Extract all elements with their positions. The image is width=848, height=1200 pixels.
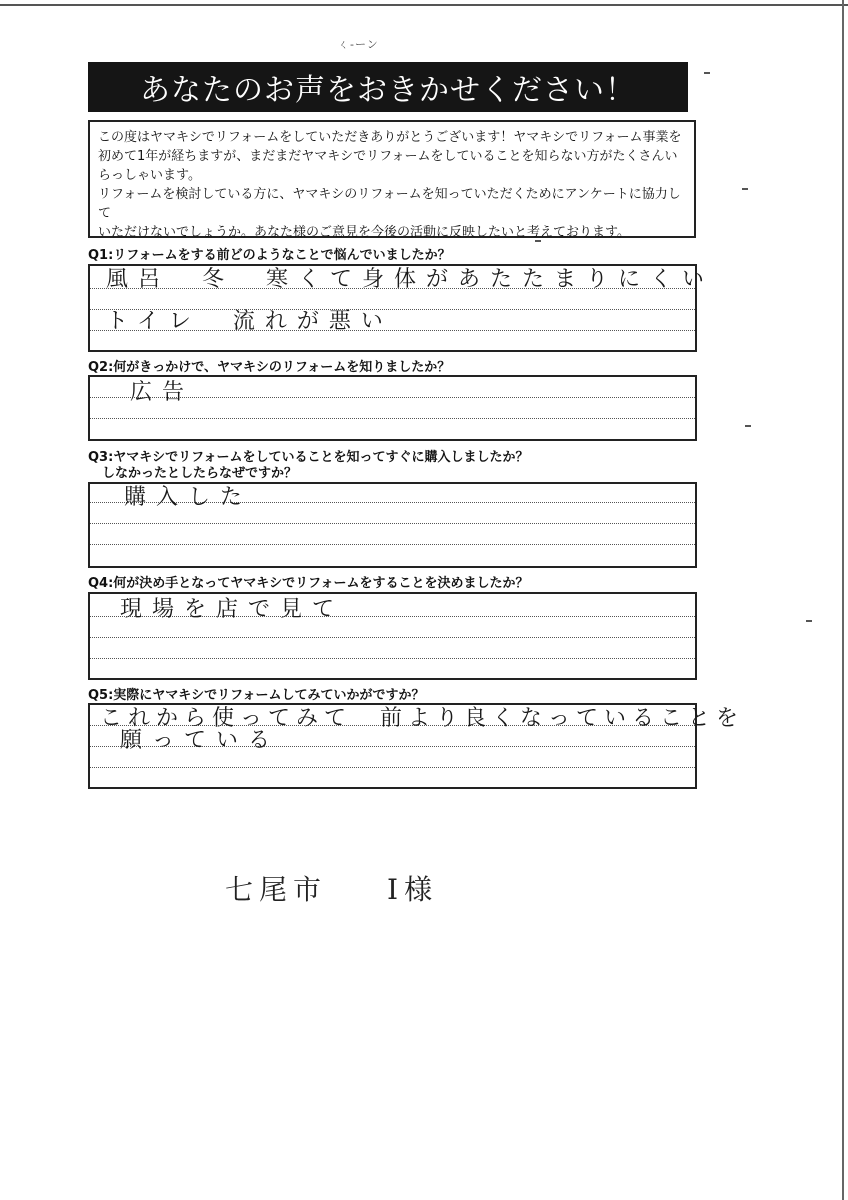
handwritten-answer: トイレ 流れが悪い [106,309,393,334]
question-3-answer-box [88,482,697,568]
ruled-line [90,637,695,638]
handwritten-answer: 広告 [130,380,195,405]
intro-box [88,120,696,238]
ruled-line [90,418,695,419]
customer-name: I様 [387,873,439,906]
customer-city: 七尾市 [225,873,328,906]
handwritten-answer: 願っている [120,728,281,753]
scan-speck [535,240,541,242]
scan-speck [742,188,748,190]
ruled-line [90,523,695,524]
question-1-answer-box [88,264,715,352]
question-3-label: Q3:ヤマキシでリフォームをしていることを知ってすぐに購入しましたか？ [88,450,529,465]
question-5-answer-box [88,703,745,789]
question-1-label: Q1:リフォームをする前どのようなことで悩んでいましたか？ [88,248,451,263]
ruled-line [90,658,695,659]
ruled-line [90,767,695,768]
scan-speck [704,72,710,74]
question-5-label: Q5:実際にヤマキシでリフォームしてみていかがですか？ [88,688,425,703]
intro-line: この度はヤマキシでリフォームをしていただきありがとうございます！ヤマキシでリフォーム事業を [98,130,682,145]
question-3-label-line-2: しなかったとしたらなぜですか？ [102,466,298,481]
question-4-label: Q4:何が決め手となってヤマキシでリフォームをすることを決めましたか？ [88,576,529,591]
question-2-label: Q2:何がきっかけで、ヤマキシのリフォームを知りましたか？ [88,360,451,375]
question-2-answer-box [88,375,697,441]
ruled-line [90,544,695,545]
intro-line: いただけないでしょうか。あなた様のご意見を今後の活動に反映したいと考えております。 [98,225,630,240]
handwritten-answer: 現場を店で見て [120,597,345,622]
scan-speck [745,425,751,427]
scan-speck [806,620,812,622]
question-4-answer-box [88,592,697,680]
intro-line: リフォームを検討している方に、ヤマキシのリフォームを知っていただくためにアンケートに協力して [98,187,681,221]
handwritten-answer: これから使ってみて 前より良くなっていることを [100,706,745,731]
header-scribble: ㄑ‐ーン [338,38,379,51]
scan-edge-right [842,0,844,1200]
customer-signature [225,868,438,908]
scan-edge-top [0,4,848,6]
handwritten-answer: 購入した [124,485,253,510]
intro-line: らっしゃいます。 [98,168,201,183]
page-title: あなたのお声をおきかせください！ [88,62,688,112]
intro-line: 初めて1年が経ちますが、まだまだヤマキシでリフォームをしていることを知らない方がたくさんい [98,149,678,164]
handwritten-answer: 風呂 冬 寒くて身体があたたまりにくい [106,267,715,292]
